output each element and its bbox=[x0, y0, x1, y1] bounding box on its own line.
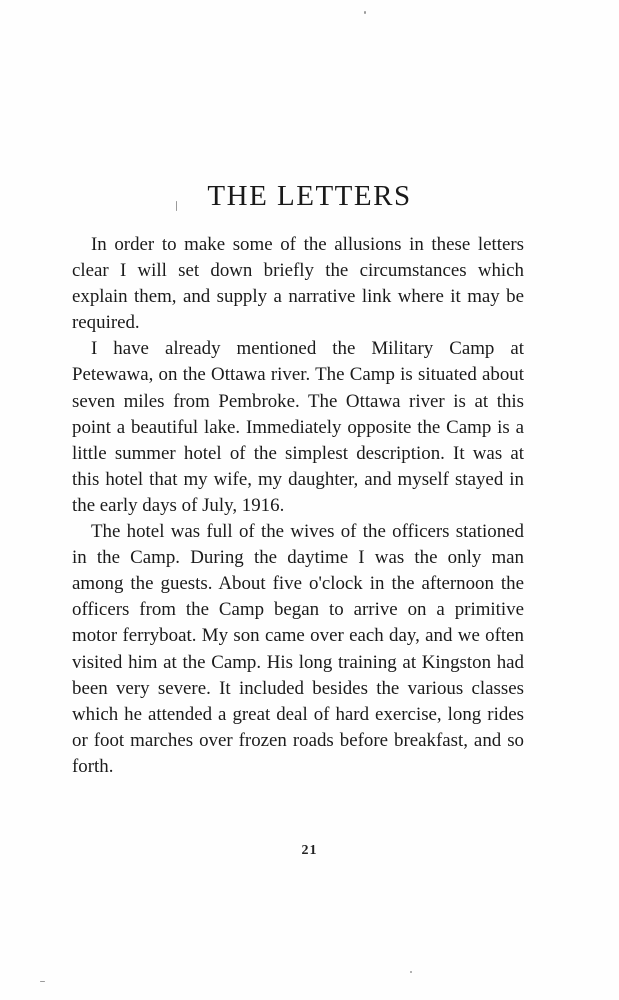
body-text bbox=[72, 232, 524, 780]
page-number: 21 bbox=[301, 843, 318, 858]
paragraph-3: The hotel was full of the wives of the officers stationed in the Camp. During the daytime I was the only man among the guests. About five o'clock in the afternoon the officers from the Camp began to arrive on a primitive motor ferryboat. My son came over each day, and we often visited him at the Camp. His long training at Kingston had been very severe. It included besides the various classes which he attended a great deal of hard exercise, long rides or foot marches over frozen roads before breakfast, and so forth. bbox=[72, 521, 524, 777]
paragraph-1: In order to make some of the allusions in these letters clear I will set down briefly the circumstances which explain them, and supply a narrative link where it may be required. bbox=[72, 234, 524, 334]
paper-speck bbox=[410, 971, 412, 973]
chapter-heading: THE LETTERS bbox=[207, 180, 412, 212]
paragraph-2: I have already mentioned the Military Camp at Petewawa, on the Ottawa river. The Camp is situated about seven miles from Pembroke. The Ottawa river is at this point a beautiful lake. Immediately opposite the Camp is a little summer hotel of the simplest description. It was at this hotel that my wife, my daughter, and myself stayed in the early days of July, 1916. bbox=[72, 338, 524, 516]
paper-speck bbox=[40, 981, 45, 982]
paper-speck bbox=[364, 11, 366, 14]
